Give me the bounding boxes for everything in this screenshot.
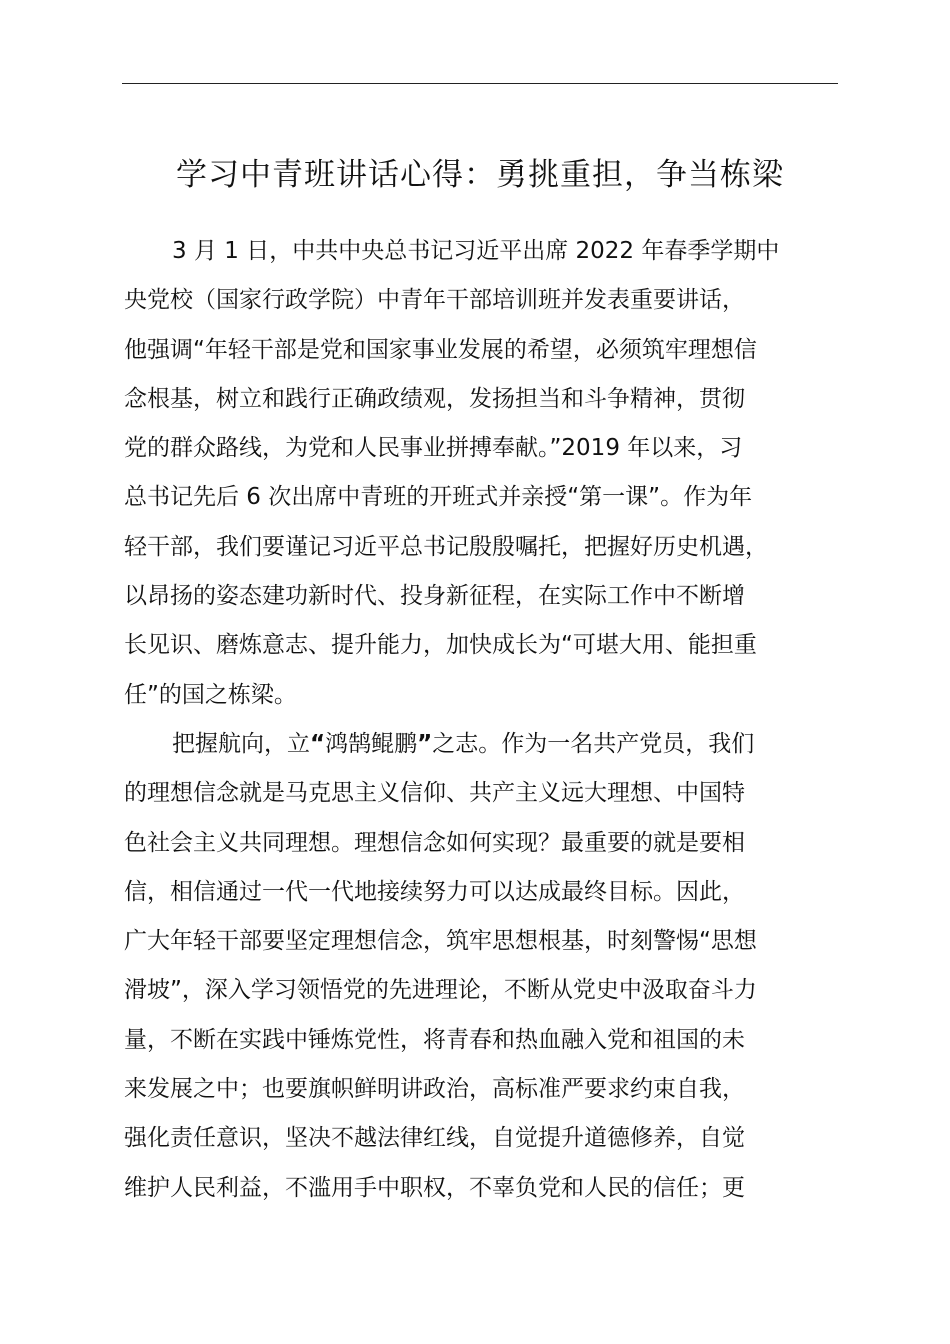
paragraph-line: 念根基，树立和践行正确政绩观，发扬担当和斗争精神，贯彻 [124, 385, 745, 412]
paragraph-1 [124, 227, 864, 720]
paragraph-line: 以昂扬的姿态建功新时代、投身新征程，在实际工作中不断增 [124, 583, 745, 610]
paragraph-line: 长见识、磨炼意志、提升能力，加快成长为“可堪大用、能担重 [124, 632, 757, 659]
paragraph-line: 央党校（国家行政学院）中青年干部培训班并发表重要讲话， [124, 287, 745, 314]
heading-phrase: 鸿鹄鲲鹏 [325, 730, 418, 757]
paragraph-line: 强化责任意识，坚决不越法律红线，自觉提升道德修养，自觉 [124, 1125, 745, 1152]
heading-open-quote: “ [310, 730, 326, 757]
document-body [124, 227, 864, 1213]
paragraph-line: 色社会主义共同理想。理想信念如何实现？最重要的就是要相 [124, 829, 745, 856]
paragraph-line: 广大年轻干部要坚定理想信念，筑牢思想根基，时刻警惕“思想 [124, 928, 757, 955]
paragraph-2 [124, 720, 864, 1213]
paragraph-line: 3 月 1 日，中共中央总书记习近平出席 2022 年春季学期中 [172, 238, 780, 264]
heading-close-quote: ” [417, 730, 433, 757]
paragraph-line: 他强调“年轻干部是党和国家事业发展的希望，必须筑牢理想信 [124, 336, 757, 363]
header-rule [122, 83, 838, 84]
paragraph-line: 维护人民利益，不滥用手中职权，不辜负党和人民的信任；更 [124, 1174, 745, 1201]
paragraph-line: 滑坡”，深入学习领悟党的先进理论，不断从党史中汲取奋斗力 [124, 977, 757, 1004]
paragraph-line: 总书记先后 6 次出席中青班的开班式并亲授“第一课”。作为年 [124, 484, 753, 511]
paragraph-line: 党的群众路线，为党和人民事业拼搏奉献。”2019 年以来，习 [124, 435, 743, 462]
paragraph-line: 信，相信通过一代一代地接续努力可以达成最终目标。因此， [124, 878, 745, 905]
document-title: 学习中青班讲话心得：勇挑重担，争当栋梁 [176, 157, 784, 193]
paragraph-line: 的理想信念就是马克思主义信仰、共产主义远大理想、中国特 [124, 780, 745, 807]
paragraph-line: 轻干部，我们要谨记习近平总书记殷殷嘱托，把握好历史机遇， [124, 533, 768, 560]
paragraph-line: 来发展之中；也要旗帜鲜明讲政治，高标准严要求约束自我， [124, 1076, 745, 1103]
paragraph-line: 任”的国之栋梁。 [124, 681, 297, 708]
paragraph-line: 量，不断在实践中锤炼党性，将青春和热血融入党和祖国的未 [124, 1026, 745, 1053]
heading-text-before: 把握航向，立 [172, 730, 310, 757]
paragraph-heading-line [124, 720, 864, 769]
heading-text-after: 之志。作为一名共产党员，我们 [432, 730, 755, 757]
